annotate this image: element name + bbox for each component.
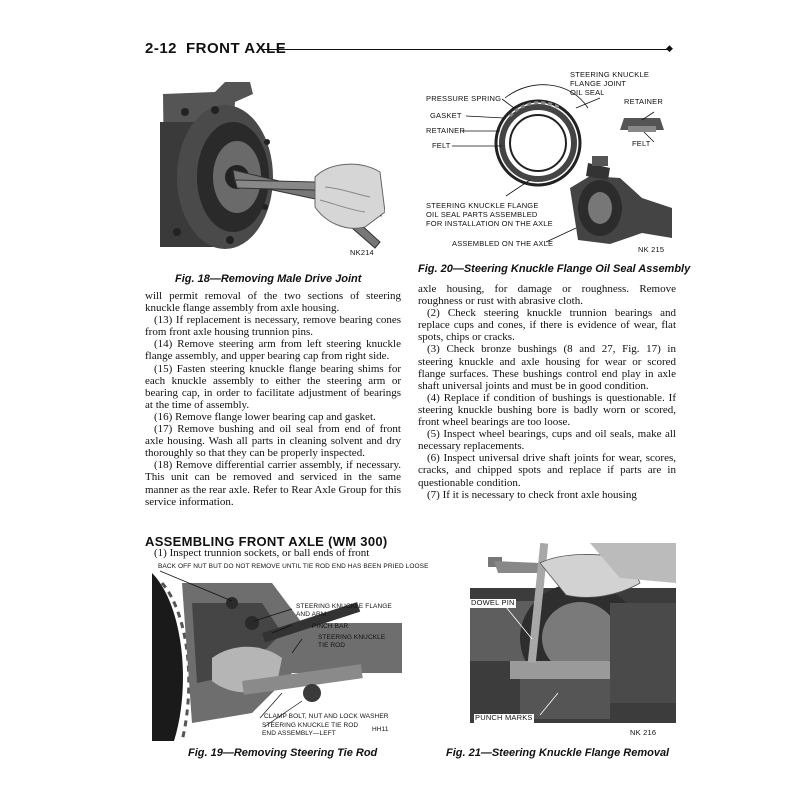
figure-18-illustration (155, 82, 385, 264)
f19-flange-label-line2: AND ARM (296, 611, 327, 618)
figure-21-illustration (470, 543, 676, 739)
f19-tie-rod-label-line2: TIE ROD (318, 642, 346, 649)
figure-18 (155, 82, 385, 264)
section-title: FRONT AXLE (186, 40, 287, 57)
f19-flange-label-line1: STEERING KNUCKLE FLANGE (296, 603, 392, 610)
right-paragraph: (7) If it is necessary to check front axle housing (427, 488, 637, 501)
right-paragraph: (3) Check bronze bushings (8 and 27, Fig. 17) in steering knuckle and axle housing for wear or scored flange surfaces. These bushings control end play in axle shaft universal joints and must be in good condition. (418, 343, 676, 392)
f20-assembled-label: ASSEMBLED ON THE AXLE (452, 239, 554, 248)
right-paragraph: axle housing, for damage or roughness. Remove roughness or rust with abrasive cloth. (418, 283, 676, 308)
f20-retainer-left-label: RETAINER (426, 126, 465, 135)
f19-top-label: BACK OFF NUT BUT DO NOT REMOVE UNTIL TIE ROD END HAS BEEN PRIED LOOSE (158, 563, 429, 570)
right-column-text (418, 283, 676, 501)
f19-tie-rod-label-line1: STEERING KNUCKLE (318, 634, 386, 641)
left-paragraph: (15) Fasten steering knuckle flange bearing shims for each knuckle assembly to either the steering arm or bearing cap, in order to facilitate adjustment of bearings at the time of assembly. (145, 362, 401, 411)
left-paragraph: (17) Remove bushing and oil seal from end of front axle housing. Wash all parts in cleaning solvent and dry thoroughly so that they can be properly inspected. (145, 423, 401, 460)
left-paragraph: (18) Remove differential carrier assembly, if necessary. This unit can be removed and serviced in the same manner as the rear axle. Refer to Rear Axle Group for this service information. (145, 459, 401, 508)
f20-parts-label-line2: OIL SEAL PARTS ASSEMBLED (426, 210, 538, 219)
figure-19 (152, 563, 429, 741)
header-rule (262, 49, 668, 50)
left-paragraph: (13) If replacement is necessary, remove bearing cones from front axle housing trunnion pins. (145, 314, 401, 339)
right-paragraph: (6) Inspect universal drive shaft joints for wear, scores, cracks, and chipped spots and replace if parts are in questionable condition. (418, 452, 676, 489)
f19-clamp-label: CLAMP BOLT, NUT AND LOCK WASHER (264, 713, 389, 720)
figure-18-caption: Fig. 18—Removing Male Drive Joint (175, 273, 362, 285)
f20-seal-label-line1: STEERING KNUCKLE (570, 70, 650, 79)
figure-20-caption: Fig. 20—Steering Knuckle Flange Oil Seal Assembly (418, 263, 691, 275)
header-diamond-ornament: ◆ (666, 43, 673, 53)
f20-parts-label-line3: FOR INSTALLATION ON THE AXLE (426, 219, 553, 228)
figure-19-code: HH11 (372, 726, 389, 733)
figure-21 (470, 543, 676, 739)
f20-felt-right-label: FELT (632, 139, 651, 148)
left-paragraph: (16) Remove flange lower bearing cap and gasket. (154, 410, 376, 423)
figure-19-caption: Fig. 19—Removing Steering Tie Rod (188, 747, 378, 759)
figure-20-code: NK 215 (638, 245, 665, 254)
f21-punch-marks-label: PUNCH MARKS (475, 713, 533, 722)
f19-end-label-line2: END ASSEMBLY—LEFT (262, 730, 336, 737)
left-paragraph: (14) Remove steering arm from left steering knuckle flange assembly, and upper bearing cap from right side. (145, 338, 401, 363)
f20-seal-label-line3: OIL SEAL (570, 88, 605, 97)
page-number: 2-12 (145, 40, 178, 57)
figure-20 (410, 68, 678, 256)
left-after-heading-text: (1) Inspect trunnion sockets, or ball ends of front (154, 547, 370, 559)
f20-felt-left-label: FELT (432, 141, 451, 150)
left-paragraph: will permit removal of the two sections of steering knuckle flange assembly from axle housing. (145, 290, 401, 315)
right-paragraph: (4) Replace if condition of bushings is questionable. If steering knuckle bushing bore is badly worn or scored, front wheel bearings are too loose. (418, 391, 676, 429)
f20-seal-label-line2: FLANGE JOINT (570, 79, 627, 88)
f19-pinch-bar-label: PINCH BAR (312, 623, 349, 630)
figure-21-caption: Fig. 21—Steering Knuckle Flange Removal (446, 747, 670, 759)
f19-end-label-line1: STEERING KNUCKLE TIE ROD (262, 722, 359, 729)
right-paragraph: (2) Check steering knuckle trunnion bearings and replace cups and cones, if there is evidence of wear, flat spots, chips or cracks. (418, 307, 676, 344)
f20-retainer-right-label: RETAINER (624, 97, 663, 106)
right-paragraph: (5) Inspect wheel bearings, cups and oil seals, make all necessary replacements. (418, 428, 676, 453)
f21-dowel-pin-label: DOWEL PIN (471, 598, 515, 607)
f20-gasket-label: GASKET (430, 111, 462, 120)
f20-parts-label-line1: STEERING KNUCKLE FLANGE (426, 201, 539, 210)
assembling-heading: ASSEMBLING FRONT AXLE (WM 300) (145, 534, 388, 549)
left-column-text (145, 290, 401, 508)
figure-21-code: NK 216 (630, 728, 657, 737)
f20-pressure-spring-label: PRESSURE SPRING (426, 94, 502, 103)
figure-18-code: NK214 (350, 248, 374, 257)
